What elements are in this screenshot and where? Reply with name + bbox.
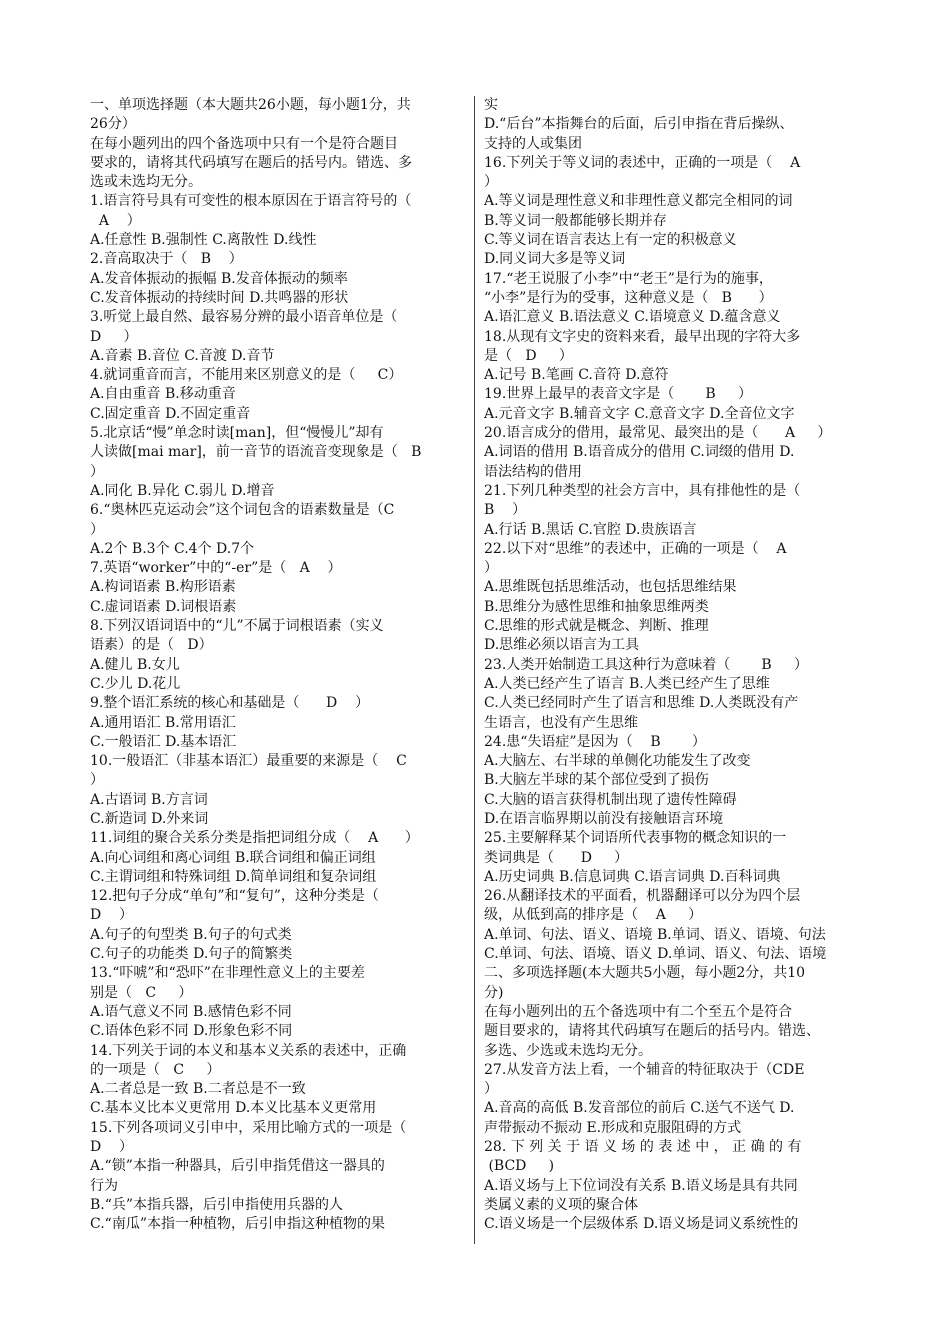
right-column-text-line: A.音高的高低 B.发音部位的前后 C.送气不送气 D. bbox=[484, 1100, 795, 1117]
right-column-text-line: 语法结构的借用 bbox=[484, 463, 582, 480]
left-column-text-line: 12.把句子分成“单句”和“复句”，这种分类是（ bbox=[90, 888, 379, 905]
right-column-text-line: A.等义词是理性意义和非理性意义都完全相同的词 bbox=[484, 193, 793, 210]
right-column-text-line: 题目要求的，请将其代码填写在题后的括号内。错选、 bbox=[484, 1023, 820, 1040]
left-column-text-line: A.向心词组和离心词组 B.联合词组和偏正词组 bbox=[90, 849, 376, 866]
right-column-text-line: A.元音文字 B.辅音文字 C.意音文字 D.全音位文字 bbox=[484, 405, 795, 422]
right-column-text-line: A.词语的借用 B.语音成分的借用 C.词缀的借用 D. bbox=[484, 444, 795, 461]
right-column-text-line: 是（ D ） bbox=[484, 347, 573, 364]
left-column-text-line: 2.音高取决于（ B ） bbox=[90, 251, 243, 268]
right-column-text-line: 21.下列几种类型的社会方言中，具有排他性的是（ bbox=[484, 482, 801, 499]
right-column-text-line: 生语言，也没有产生思维 bbox=[484, 714, 638, 731]
left-column-text-line: 13.“吓唬”和“恐吓”在非理性意义上的主要差 bbox=[90, 965, 365, 982]
left-column-text-line: A.“锁”本指一种器具，后引申指凭借这一器具的 bbox=[90, 1158, 385, 1175]
right-column-text-line: 类属义素的义项的聚合体 bbox=[484, 1196, 638, 1213]
left-column-text-line: C.少儿 D.花儿 bbox=[90, 675, 181, 692]
left-column-text-line: 11.词组的聚合关系分类是指把词组分成（ A ） bbox=[90, 830, 419, 847]
right-column-text-line: A.历史词典 B.信息词典 C.语言词典 D.百科词典 bbox=[484, 868, 781, 885]
right-column-text-line: 24.患“失语症”是因为（ B ） bbox=[484, 733, 706, 750]
left-column-text-line: A.通用语汇 B.常用语汇 bbox=[90, 714, 236, 731]
right-column-text-line: 22.以下对“思维”的表述中，正确的一项是（ A bbox=[484, 540, 787, 557]
right-column-text-line: 在每小题列出的五个备选项中有二个至五个是符合 bbox=[484, 1003, 792, 1020]
column-divider bbox=[474, 96, 475, 1244]
right-column-text-line: 实 bbox=[484, 97, 498, 113]
left-column-text-line: C.发音体振动的持续时间 D.共鸣器的形状 bbox=[90, 289, 349, 306]
left-column-text-line: 在每小题列出的四个备选项中只有一个是符合题目 bbox=[90, 135, 398, 152]
right-column-text-line: 27.从发音方法上看，一个辅音的特征取决于（CDE bbox=[484, 1061, 805, 1078]
left-column-text-line: C.基本义比本义更常用 D.本义比基本义更常用 bbox=[90, 1100, 377, 1117]
left-column-text-line: 行为 bbox=[90, 1177, 118, 1194]
right-column-text-line: B.等义词一般都能够长期并存 bbox=[484, 212, 667, 229]
left-column-text-line: 的一项是（ C ） bbox=[90, 1061, 221, 1078]
right-column-text-line: ） bbox=[484, 174, 498, 191]
left-column-text-line: C.固定重音 D.不固定重音 bbox=[90, 405, 251, 422]
left-column-text-line: ） bbox=[90, 463, 104, 480]
left-column-text-line: 14.下列关于词的本义和基本义关系的表述中，正确 bbox=[90, 1042, 407, 1059]
left-column-text-line: A.2个 B.3个 C.4个 D.7个 bbox=[90, 540, 255, 557]
right-column-text-line: 19.世界上最早的表音文字是（ B ） bbox=[484, 386, 752, 403]
left-column-text-line: 15.下列各项词义引申中，采用比喻方式的一项是（ bbox=[90, 1119, 407, 1136]
left-column-text-line: C.语体色彩不同 D.形象色彩不同 bbox=[90, 1023, 293, 1040]
left-column-text-line: A ） bbox=[90, 212, 141, 229]
right-column-text-line: (BCD ) bbox=[484, 1158, 555, 1175]
left-column-text-line: C.句子的功能类 D.句子的简繁类 bbox=[90, 946, 293, 963]
left-column-text-line: D ） bbox=[90, 328, 138, 345]
right-column-text-line: D.在语言临界期以前没有接触语言环境 bbox=[484, 810, 724, 827]
left-column-text-line: 选或未选均无分。 bbox=[90, 174, 202, 191]
right-column-text-line: C.等义词在语言表达上有一定的积极意义 bbox=[484, 232, 737, 249]
left-column-text-line: C.新造词 D.外来词 bbox=[90, 810, 209, 827]
right-column-text-line: B ） bbox=[484, 502, 527, 519]
right-column-text-line: C.人类已经同时产生了语言和思维 D.人类既没有产 bbox=[484, 695, 799, 712]
left-column-text-line: ） bbox=[90, 521, 104, 538]
right-column-text-line: 二、多项选择题(本大题共5小题，每小题2分，共10 bbox=[484, 965, 806, 982]
right-column-text-line: D.思维必须以语言为工具 bbox=[484, 637, 640, 654]
right-column-text-line: 17.“老王说服了小李”中“老王”是行为的施事， bbox=[484, 270, 773, 287]
right-column-text-line: A.语汇意义 B.语法意义 C.语境意义 D.蕴含意义 bbox=[484, 309, 781, 326]
left-column-text-line: C.虚词语素 D.词根语素 bbox=[90, 598, 237, 615]
left-column-text-line: A.构词语素 B.构形语素 bbox=[90, 579, 236, 596]
right-column-text-line: 级，从低到高的排序是（ A ） bbox=[484, 907, 703, 924]
left-column-text-line: A.同化 B.异化 C.弱儿 D.增音 bbox=[90, 482, 275, 499]
right-column-text-line: 分) bbox=[484, 984, 504, 1001]
right-column-text-line: 18.从现有文字史的资料来看，最早出现的字符大多 bbox=[484, 328, 801, 345]
right-column-text-line: C.单词、句法、语境、语义 D.单词、语义、句法、语境 bbox=[484, 946, 827, 963]
right-column bbox=[484, 96, 862, 1235]
right-column-text-line: A.大脑左、右半球的单侧化功能发生了改变 bbox=[484, 753, 751, 770]
right-column-text-line: A.思维既包括思维活动，也包括思维结果 bbox=[484, 579, 737, 596]
left-column bbox=[90, 96, 468, 1235]
left-column-text-line: 8.下列汉语词语中的“儿”不属于词根语素（实义 bbox=[90, 618, 384, 635]
left-column-text-line: A.语气意义不同 B.感情色彩不同 bbox=[90, 1003, 292, 1020]
right-column-text-line: ） bbox=[484, 560, 498, 577]
left-column-text-line: 一、单项选择题（本大题共26小题，每小题1分，共 bbox=[90, 97, 411, 113]
left-column-text-line: D ） bbox=[90, 1139, 134, 1156]
left-column-text-line: ） bbox=[90, 772, 104, 789]
left-column-text-line: A.任意性 B.强制性 C.离散性 D.线性 bbox=[90, 232, 317, 249]
right-column-text-line: 20.语言成分的借用，最常见、最突出的是（ A ） bbox=[484, 425, 832, 442]
right-column-text-line: 支持的人或集团 bbox=[484, 135, 582, 152]
left-column-text-line: 26分） bbox=[90, 116, 136, 133]
right-column-text-line: 28. 下 列 关 于 语 义 场 的 表 述 中 ， 正 确 的 有 bbox=[484, 1139, 802, 1156]
right-column-text-line: D.同义词大多是等义词 bbox=[484, 251, 626, 268]
right-column-text-line: 23.人类开始制造工具这种行为意味着（ B ） bbox=[484, 656, 808, 673]
right-column-text-line: C.大脑的语言获得机制出现了遗传性障碍 bbox=[484, 791, 737, 808]
left-column-text-line: 4.就词重音而言，不能用来区别意义的是（ C） bbox=[90, 367, 403, 384]
left-column-text-line: A.音素 B.音位 C.音渡 D.音节 bbox=[90, 347, 275, 364]
left-column-text-line: 1.语言符号具有可变性的根本原因在于语言符号的（ bbox=[90, 193, 412, 210]
right-column-text-line: B.思维分为感性思维和抽象思维两类 bbox=[484, 598, 709, 615]
left-column-text-line: A.古语词 B.方言词 bbox=[90, 791, 208, 808]
right-column-text-line: 多选、少选或未选均无分。 bbox=[484, 1042, 652, 1059]
left-column-text-line: 语素）的是（ D） bbox=[90, 637, 213, 654]
left-column-text-line: 10.一般语汇（非基本语汇）最重要的来源是（ C bbox=[90, 753, 407, 770]
left-column-text-line: C.一般语汇 D.基本语汇 bbox=[90, 733, 237, 750]
right-column-text-line: 类词典是（ D ） bbox=[484, 849, 629, 866]
right-column-text-line: A.人类已经产生了语言 B.人类已经产生了思维 bbox=[484, 675, 770, 692]
right-column-text-line: D.“后台”本指舞台的后面，后引申指在背后操纵、 bbox=[484, 116, 794, 133]
left-column-text-line: 7.英语“worker”中的“-er”是（ A ） bbox=[90, 560, 342, 577]
right-column-text-line: “小李”是行为的受事，这种意义是（ B ） bbox=[484, 289, 773, 306]
right-column-text-line: C.思维的形式就是概念、判断、推理 bbox=[484, 618, 709, 635]
right-column-text-line: A.语义场与上下位词没有关系 B.语义场是具有共同 bbox=[484, 1177, 798, 1194]
right-column-text-line: C.语义场是一个层级体系 D.语义场是词义系统性的 bbox=[484, 1216, 799, 1233]
left-column-text-line: 人读做[mai mar]，前一音节的语流音变现象是（ B bbox=[90, 444, 422, 461]
right-column-text-line: 声带振动不振动 E.形成和克服阻碍的方式 bbox=[484, 1119, 742, 1136]
left-column-text-line: A.自由重音 B.移动重音 bbox=[90, 386, 236, 403]
left-column-text-line: C.“南瓜”本指一种植物，后引申指这种植物的果 bbox=[90, 1216, 385, 1233]
left-column-text-line: 6.“奥林匹克运动会”这个词包含的语素数量是（C bbox=[90, 502, 395, 519]
left-column-text-line: 别是（ C ） bbox=[90, 984, 193, 1001]
left-column-text-line: A.健儿 B.女儿 bbox=[90, 656, 180, 673]
right-column-text-line: 26.从翻译技术的平面看，机器翻译可以分为四个层 bbox=[484, 888, 801, 905]
left-column-text-line: B.“兵”本指兵器，后引申指使用兵器的人 bbox=[90, 1196, 344, 1213]
right-column-text-line: B.大脑左半球的某个部位受到了损伤 bbox=[484, 772, 709, 789]
right-column-text-line: 25.主要解释某个词语所代表事物的概念知识的一 bbox=[484, 830, 787, 847]
left-column-text-line: 3.听觉上最自然、最容易分辨的最小语音单位是（ bbox=[90, 309, 398, 326]
right-column-text-line: ） bbox=[484, 1081, 498, 1098]
left-column-text-line: A.二者总是一致 B.二者总是不一致 bbox=[90, 1081, 306, 1098]
right-column-text-line: A.单词、句法、语义、语境 B.单词、语义、语境、句法 bbox=[484, 926, 826, 943]
left-column-text-line: A.句子的句型类 B.句子的句式类 bbox=[90, 926, 292, 943]
left-column-text-line: A.发音体振动的振幅 B.发音体振动的频率 bbox=[90, 270, 348, 287]
right-column-text-line: A.记号 B.笔画 C.音符 D.意符 bbox=[484, 367, 669, 384]
right-column-text-line: 16.下列关于等义词的表述中，正确的一项是（ A bbox=[484, 154, 801, 171]
left-column-text-line: 5.北京话“慢”单念时读[man]，但“慢慢儿”却有 bbox=[90, 425, 384, 442]
left-column-text-line: 9.整个语汇系统的核心和基础是（ D ） bbox=[90, 695, 370, 712]
left-column-text-line: C.主谓词组和特殊词组 D.简单词组和复杂词组 bbox=[90, 868, 377, 885]
left-column-text-line: D ） bbox=[90, 907, 134, 924]
right-column-text-line: A.行话 B.黑话 C.官腔 D.贵族语言 bbox=[484, 521, 697, 538]
left-column-text-line: 要求的，请将其代码填写在题后的括号内。错选、多 bbox=[90, 154, 412, 171]
